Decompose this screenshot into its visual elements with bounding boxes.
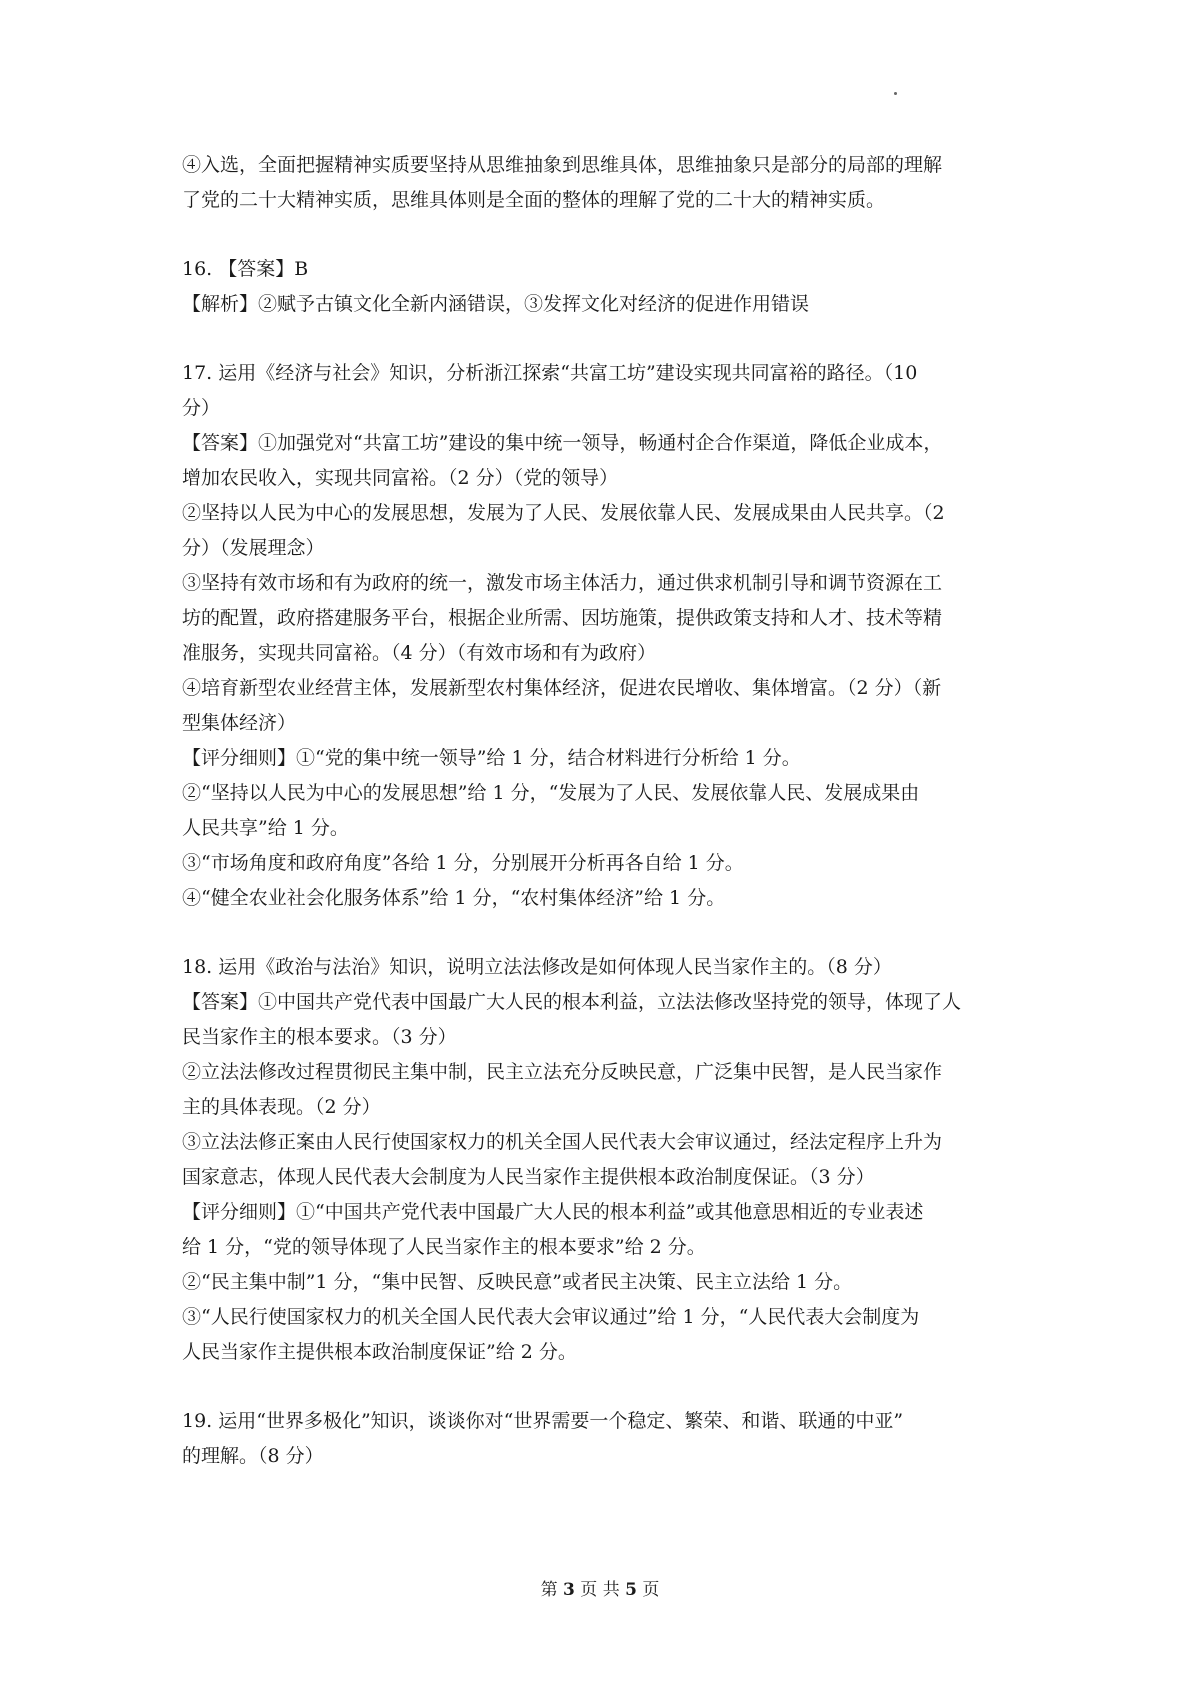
q18-answer-line: 【答案】①中国共产党代表中国最广大人民的根本利益，立法法修改坚持党的领导，体现了人 <box>182 991 962 1013</box>
q17-rubric-line: ②“坚持以人民为中心的发展思想”给 1 分，“发展为了人民、发展依靠人民、发展成果由 <box>182 782 920 804</box>
q17-rubric-line: ③“市场角度和政府角度”各给 1 分，分别展开分析再各自给 1 分。 <box>182 852 744 874</box>
footer-suffix: 页 <box>636 1580 660 1600</box>
q18-answer-line: ②立法法修改过程贯彻民主集中制，民主立法充分反映民意，广泛集中民智，是人民当家作 <box>182 1061 943 1083</box>
page-footer <box>0 1578 1200 1602</box>
q16-analysis: 【解析】②赋予古镇文化全新内涵错误，③发挥文化对经济的促进作用错误 <box>182 293 810 315</box>
q16-answer: 16. 【答案】B <box>182 258 309 280</box>
q17-question: 17. 运用《经济与社会》知识，分析浙江探索“共富工坊”建设实现共同富裕的路径。（10 <box>182 362 918 384</box>
q17-answer-line: ③坚持有效市场和有为政府的统一，激发市场主体活力，通过供求机制引导和调节资源在工 <box>182 572 943 594</box>
q19-question: 19. 运用“世界多极化”知识，谈谈你对“世界需要一个稳定、繁荣、和谐、联通的中亚” <box>182 1410 904 1432</box>
q18-rubric-line: 人民当家作主提供根本政治制度保证”给 2 分。 <box>182 1341 577 1363</box>
q18-question: 18. 运用《政治与法治》知识，说明立法法修改是如何体现人民当家作主的。（8 分） <box>182 956 892 978</box>
footer-total-pages: 5 <box>625 1580 637 1600</box>
footer-current-page: 3 <box>563 1580 575 1600</box>
q18-block <box>182 950 1032 1370</box>
q17-answer-line: 【答案】①加强党对“共富工坊”建设的集中统一领导，畅通村企合作渠道，降低企业成本， <box>182 432 943 454</box>
speck-mark <box>894 92 897 95</box>
q19-block <box>182 1404 1032 1474</box>
q17-answer-line: 准服务，实现共同富裕。（4 分）（有效市场和有为政府） <box>182 642 657 664</box>
q18-answer-line: 主的具体表现。（2 分） <box>182 1096 381 1118</box>
q16-block <box>182 252 1032 322</box>
q17-answer-line: 坊的配置，政府搭建服务平台，根据企业所需、因坊施策，提供政策支持和人才、技术等精 <box>182 607 943 629</box>
q18-answer-line: 国家意志，体现人民代表大会制度为人民当家作主提供根本政治制度保证。（3 分） <box>182 1166 875 1188</box>
footer-middle: 页 共 <box>574 1580 626 1600</box>
q18-rubric-line: 给 1 分，“党的领导体现了人民当家作主的根本要求”给 2 分。 <box>182 1236 706 1258</box>
q17-answer-line: ④培育新型农业经营主体，发展新型农村集体经济，促进农民增收、集体增富。（2 分）（新 <box>182 677 942 699</box>
q18-rubric-line: ②“民主集中制”1 分，“集中民智、反映民意”或者民主决策、民主立法给 1 分。 <box>182 1271 853 1293</box>
q17-question: 分） <box>182 397 221 419</box>
q17-rubric-line: 【评分细则】①“党的集中统一领导”给 1 分，结合材料进行分析给 1 分。 <box>182 747 801 769</box>
q19-question: 的理解。（8 分） <box>182 1445 324 1467</box>
q18-answer-line: ③立法法修正案由人民行使国家权力的机关全国人民代表大会审议通过，经法定程序上升为 <box>182 1131 943 1153</box>
text-line: ④入选，全面把握精神实质要坚持从思维抽象到思维具体，思维抽象只是部分的局部的理解 <box>182 154 943 176</box>
q18-rubric-line: ③“人民行使国家权力的机关全国人民代表大会审议通过”给 1 分，“人民代表大会制度为 <box>182 1306 920 1328</box>
q17-answer-line: ②坚持以人民为中心的发展思想，发展为了人民、发展依靠人民、发展成果由人民共享。（2 <box>182 502 945 524</box>
document-body <box>182 148 1032 1474</box>
footer-prefix: 第 <box>540 1580 564 1600</box>
q17-rubric-line: 人民共享”给 1 分。 <box>182 817 349 839</box>
q17-answer-line: 型集体经济） <box>182 712 297 734</box>
q15-tail-block <box>182 148 1032 218</box>
q17-block <box>182 356 1032 916</box>
text-line: 了党的二十大精神实质，思维具体则是全面的整体的理解了党的二十大的精神实质。 <box>182 189 886 211</box>
q18-answer-line: 民当家作主的根本要求。（3 分） <box>182 1026 457 1048</box>
q17-answer-line: 分）（发展理念） <box>182 537 325 559</box>
q17-rubric-line: ④“健全农业社会化服务体系”给 1 分，“农村集体经济”给 1 分。 <box>182 887 726 909</box>
q17-answer-line: 增加农民收入，实现共同富裕。（2 分）（党的领导） <box>182 467 619 489</box>
q18-rubric-line: 【评分细则】①“中国共产党代表中国最广大人民的根本利益”或其他意思相近的专业表述 <box>182 1201 924 1223</box>
